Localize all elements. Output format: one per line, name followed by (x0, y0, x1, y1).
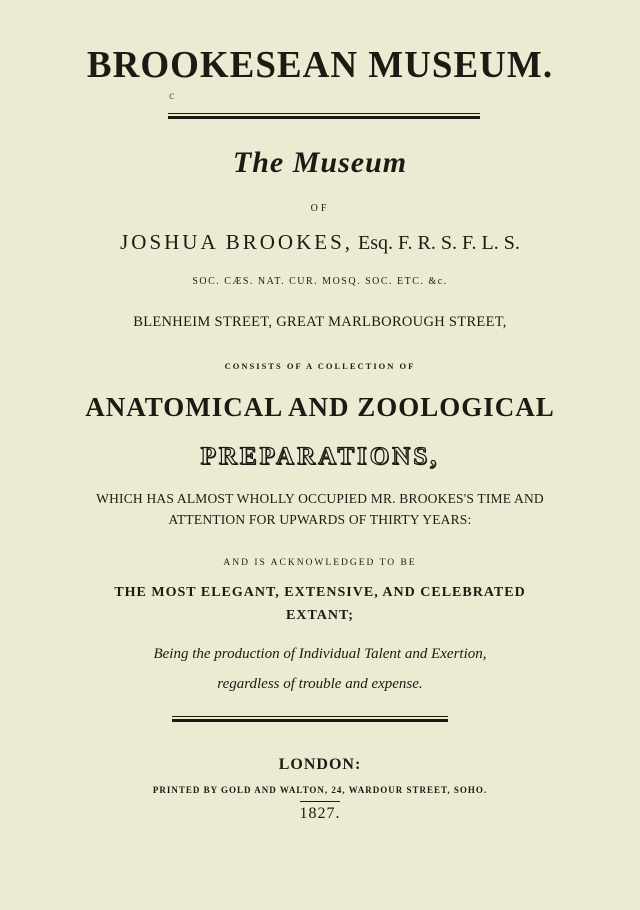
museum-title: BROOKESEAN MUSEUM. (86, 44, 554, 87)
imprint-year: 1827. (299, 805, 341, 822)
imprint-printer: PRINTED BY GOLD AND WALTON, 24, WARDOUR STREET, SOHO. (152, 785, 488, 795)
owner-name-main: JOSHUA BROOKES, (120, 230, 353, 254)
description-line-2: ATTENTION FOR UPWARDS OF THIRTY YEARS: (168, 512, 472, 527)
description-line-1: WHICH HAS ALMOST WHOLLY OCCUPIED MR. BROOKES'S TIME AND (96, 491, 544, 506)
praise-line-1: THE MOST ELEGANT, EXTENSIVE, AND CELEBRATED (114, 585, 526, 600)
preparations-heading: PREPARATIONS, (200, 443, 440, 470)
stray-mark: c (169, 88, 175, 102)
year-rule (300, 801, 340, 802)
italic-line-2: regardless of trouble and expense. (217, 676, 423, 692)
blackletter-subtitle: The Museum (232, 146, 408, 179)
of-line: OF (310, 203, 330, 214)
collection-heading: ANATOMICAL AND ZOOLOGICAL (85, 392, 555, 422)
societies-line: SOC. CÆS. NAT. CUR. MOSQ. SOC. ETC. &c. (192, 276, 448, 287)
title-rule (168, 113, 480, 119)
praise-line-2: EXTANT; (286, 608, 354, 623)
imprint-rule (172, 716, 448, 722)
address-line: BLENHEIM STREET, GREAT MARLBOROUGH STREET, (133, 314, 507, 330)
owner-name (0, 230, 640, 255)
imprint-city: LONDON: (278, 756, 362, 773)
owner-credentials: Esq. F. R. S. F. L. S. (353, 232, 520, 254)
acknowledged-line: AND IS ACKNOWLEDGED TO BE (223, 558, 417, 568)
consists-line: CONSISTS OF A COLLECTION OF (224, 361, 416, 371)
italic-line-1: Being the production of Individual Talent and Exertion, (153, 646, 487, 662)
